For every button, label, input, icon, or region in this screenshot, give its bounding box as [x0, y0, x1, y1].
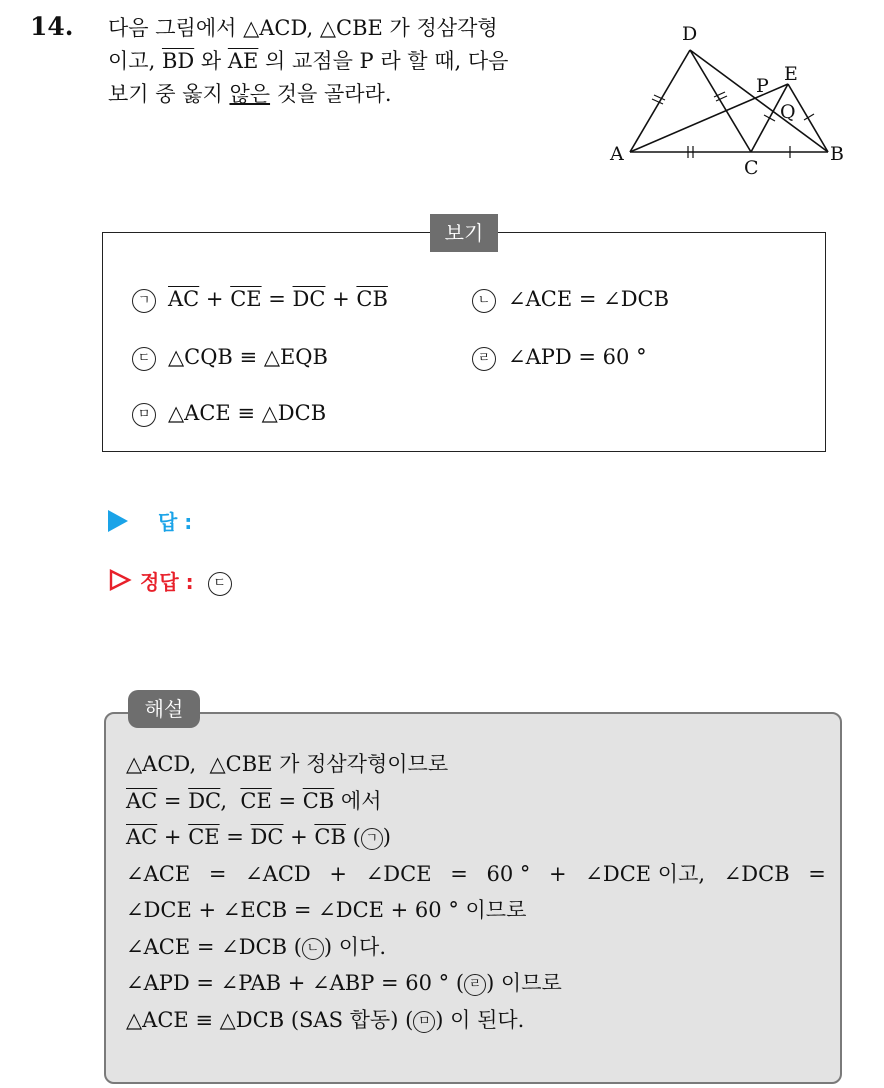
text-part: 의 교점을 P 라 할 때, 다음 [258, 49, 509, 73]
label-b: B [830, 143, 844, 165]
label-p: P [756, 75, 769, 97]
text-part: ∠DCE [365, 861, 432, 886]
circled-marker: ㄴ [302, 938, 324, 960]
segment-ae: $\overline{AE}$ [227, 49, 259, 73]
question-line-2 [108, 45, 598, 78]
text-part: 보기 중 옳지 [108, 82, 230, 106]
text-part: ∠APD = ∠PAB + ∠ABP = 60 ° ( [126, 971, 465, 995]
question-line-3 [108, 78, 598, 111]
tick-ce [764, 115, 775, 121]
play-triangle-icon [108, 510, 128, 532]
text-part: ∠DCE 이고, [585, 861, 706, 886]
segment: $\overline{DC}$ [188, 788, 221, 813]
item-text: ∠ACE = ∠DCB [508, 287, 670, 311]
line-ad [630, 50, 690, 152]
underlined-word: 않은 [229, 82, 271, 106]
question-line-1: 다음 그림에서 △ACD, △CBE 가 정삼각형 [108, 16, 498, 40]
segment: $\overline{CB}$ [302, 788, 335, 813]
segment: $\overline{DC}$ [292, 287, 326, 311]
text-part: ) 이므로 [486, 971, 562, 995]
text-part: 와 [194, 49, 228, 73]
separator: , [220, 788, 241, 813]
solution-line-7 [126, 965, 826, 1002]
operator: = [261, 287, 293, 311]
solution-line-6 [126, 929, 826, 966]
text-part: ∠DCB [723, 861, 790, 886]
geometry-figure [608, 18, 860, 186]
segment: $\overline{CB}$ [356, 287, 388, 311]
bogi-title: 보기 [430, 214, 498, 252]
text-part: ) 이 된다. [435, 1007, 525, 1032]
circled-marker: ㄴ [472, 289, 496, 313]
text-part: 60 ° [486, 861, 531, 886]
segment: $\overline{CE}$ [230, 287, 262, 311]
item-text: △CQB ≡ △EQB [168, 345, 328, 369]
solution-line-1: △ACD, △CBE 가 정삼각형이므로 [126, 752, 449, 776]
circled-marker: ㄹ [472, 347, 496, 371]
solution-line-8 [126, 1002, 826, 1039]
line-dc [690, 50, 751, 152]
circled-marker: ㄱ [132, 289, 156, 313]
question-number: 14. [30, 12, 74, 41]
operator: = [271, 788, 303, 813]
solution-line-4 [126, 856, 826, 893]
text-part: ∠ACE = ∠DCB ( [126, 934, 302, 959]
operator: = [219, 825, 251, 849]
segment: $\overline{CB}$ [314, 825, 346, 849]
solution-line-5: ∠DCE + ∠ECB = ∠DCE + 60 ° 이므로 [126, 898, 527, 922]
bogi-item-3 [132, 342, 328, 372]
answer-row [108, 506, 192, 535]
solution-line-3 [126, 819, 826, 856]
solution-text [126, 746, 826, 1038]
text-part: △ACE ≡ △DCB (SAS 합동) ( [126, 1007, 414, 1032]
answer-label: 답 : [158, 510, 193, 534]
bogi-item-1 [132, 284, 388, 314]
item-text: △ACE ≡ △DCB [168, 401, 327, 425]
outline-triangle-icon [108, 568, 132, 592]
text-part: 이고, [108, 49, 162, 73]
segment: $\overline{AC}$ [168, 287, 200, 311]
label-a: A [610, 143, 624, 165]
segment: $\overline{CE}$ [188, 825, 220, 849]
operator: + [329, 861, 348, 886]
text-part: 것을 골라라. [270, 82, 392, 106]
solution-line-2 [126, 783, 826, 820]
operator: = [157, 788, 189, 813]
operator: = [450, 861, 468, 886]
figure-lines [630, 50, 828, 152]
bogi-item-4 [472, 342, 647, 372]
label-c: C [744, 157, 759, 179]
operator: = [208, 861, 227, 886]
circled-marker: ㅁ [132, 403, 156, 427]
text-part: ∠ACE [126, 861, 191, 886]
circled-marker: ㄹ [464, 974, 486, 996]
question-text [108, 12, 598, 111]
correct-answer-label: 정답 : [140, 570, 194, 594]
segment: $\overline{CE}$ [240, 788, 272, 813]
operator: + [157, 825, 189, 849]
bogi-item-2 [472, 284, 669, 314]
circled-marker: ㅁ [413, 1011, 435, 1033]
text-part: ∠ACD [245, 861, 311, 886]
segment: $\overline{DC}$ [250, 825, 284, 849]
text-part: ) [382, 825, 391, 849]
operator: + [325, 287, 357, 311]
circled-marker: ㄷ [132, 347, 156, 371]
bogi-item-5 [132, 398, 326, 428]
segment-bd: $\overline{BD}$ [161, 49, 195, 73]
operator: + [199, 287, 231, 311]
segment: $\overline{AC}$ [126, 788, 158, 813]
text-part: ) 이다. [323, 934, 387, 959]
text-part: 에서 [334, 788, 382, 813]
text-part: ( [345, 825, 361, 849]
figure-labels [609, 23, 844, 179]
solution-title: 해설 [128, 690, 200, 728]
segment: $\overline{AC}$ [126, 825, 158, 849]
label-e: E [784, 63, 798, 85]
operator: + [549, 861, 567, 886]
circled-marker: ㄱ [361, 828, 383, 850]
correct-answer-marker: ㄷ [208, 572, 232, 596]
label-d: D [682, 23, 698, 45]
item-text: ∠APD = 60 ° [508, 345, 647, 369]
label-q: Q [780, 101, 796, 123]
operator: = [808, 861, 826, 886]
correct-answer-row [108, 566, 232, 596]
operator: + [283, 825, 315, 849]
